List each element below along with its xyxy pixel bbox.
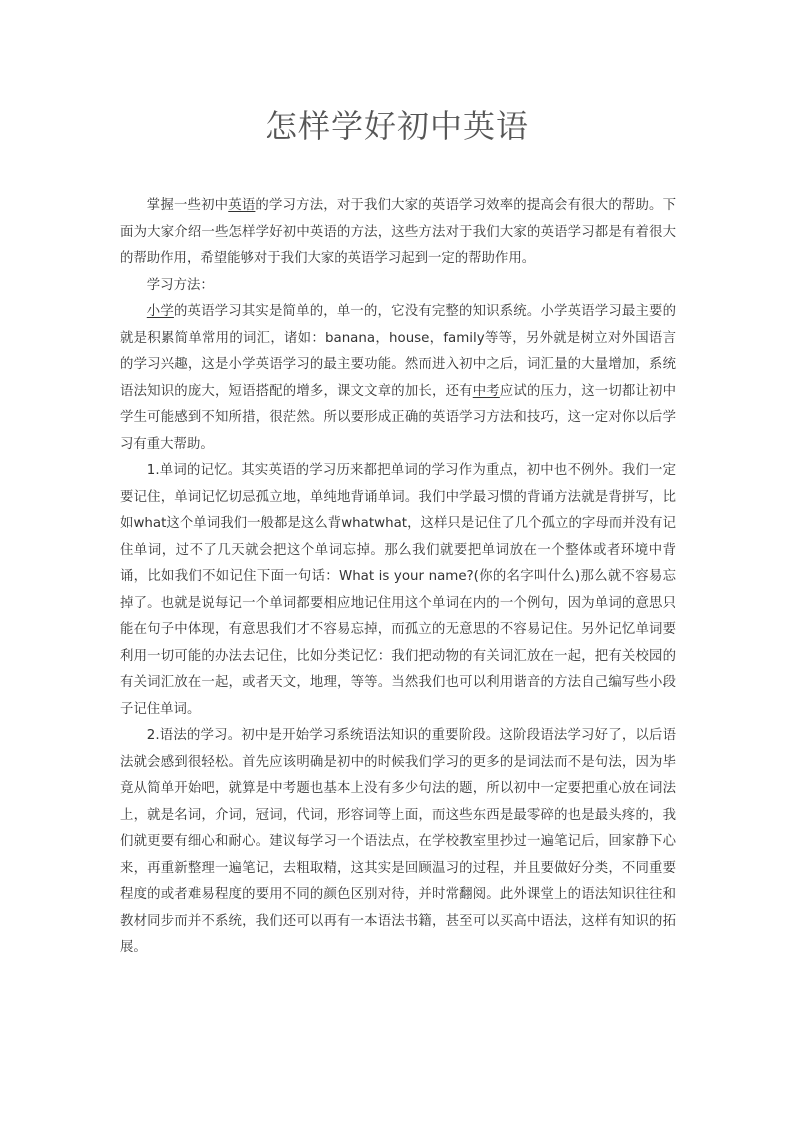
primary-school-text-1: 的英语学习其实是简单的，单一的，它没有完整的知识系统。小学英语学习最主要的就是积累简单常用的词汇，诸如：banana，house，family等等，另外就是树立对外国语言的学习兴趣，这是小学英语学习的最主要功能。然而进入初中之后，词汇量的大量增加，系统语法知识的庞大，短语搭配的增多，课文文章的加长，还有 bbox=[120, 304, 677, 399]
primary-school-paragraph bbox=[120, 299, 676, 458]
zhongkao-link[interactable]: 中考 bbox=[472, 383, 500, 399]
english-link[interactable]: 英语 bbox=[228, 198, 256, 213]
word-memory-paragraph: 1.单词的记忆。其实英语的学习历来都把单词的学习作为重点，初中也不例外。我们一定要记住，单词记忆切忌孤立地，单纯地背诵单词。我们中学最习惯的背诵方法就是背拼写，比如what这个单词我们一般都是这么背whatwhat，这样只是记住了几个孤立的字母而并没有记住单词，过不了几天就会把这个单词忘掉。那么我们就要把单词放在一个整体或者环境中背诵，比如我们不如记住下面一句话：What is your name?(你的名字叫什么)那么就不容易忘掉了。也就是说每记一个单词都要相应地记住用这个单词在内的一个例句，因为单词的意思只能在句子中体现，有意思我们才不容易忘掉，而孤立的无意思的不容易记住。另外记忆单词要利用一切可能的办法去记住，比如分类记忆：我们把动物的有关词汇放在一起，把有关校园的有关词汇放在一起，或者天文，地理，等等。当然我们也可以利用谐音的方法自己编写些小段子记住单词。 bbox=[120, 463, 676, 717]
intro-text-start: 掌握一些初中 bbox=[146, 198, 229, 213]
primary-school-text-2: 应试的压力，这一切都让初中学生可能感到不知所措，很茫然。所以要形成正确的英语学习方法和技巧，这一定对你以后学习有重大帮助。 bbox=[120, 383, 677, 452]
primary-school-link[interactable]: 小学 bbox=[146, 304, 174, 319]
intro-text-end: 的学习方法，对于我们大家的英语学习效率的提高会有很大的帮助。下面为大家介绍一些怎样学好初中英语的方法，这些方法对于我们大家的英语学习都是有着很大的帮助作用，希望能够对于我们大家的英语学习起到一定的帮助作用。 bbox=[120, 198, 677, 266]
grammar-paragraph: 2.语法的学习。初中是开始学习系统语法知识的重要阶段。这阶段语法学习好了，以后语法就会感到很轻松。首先应该明确是初中的时候我们学习的更多的是词法而不是句法，因为毕竟从简单开始吧，就算是中考题也基本上没有多少句法的题，所以初中一定要把重心放在词法上，就是名词，介词，冠词，代词，形容词等上面，而这些东西是最零碎的也是最头疼的，我们就更要有细心和耐心。建议每学习一个语法点，在学校教室里抄过一遍笔记后，回家静下心来，再重新整理一遍笔记，去粗取精，这其实是回顾温习的过程，并且要做好分类，不同重要程度的或者难易程度的要用不同的颜色区别对待，并时常翻阅。此外课堂上的语法知识往往和教材同步而并不系统，我们还可以再有一本语法书籍，甚至可以买高中语法，这样有知识的拓展。 bbox=[120, 728, 676, 955]
page-title: 怎样学好初中英语 bbox=[264, 107, 529, 145]
methods-heading: 学习方法： bbox=[146, 277, 214, 293]
article-body bbox=[120, 193, 676, 962]
intro-paragraph bbox=[120, 193, 676, 273]
